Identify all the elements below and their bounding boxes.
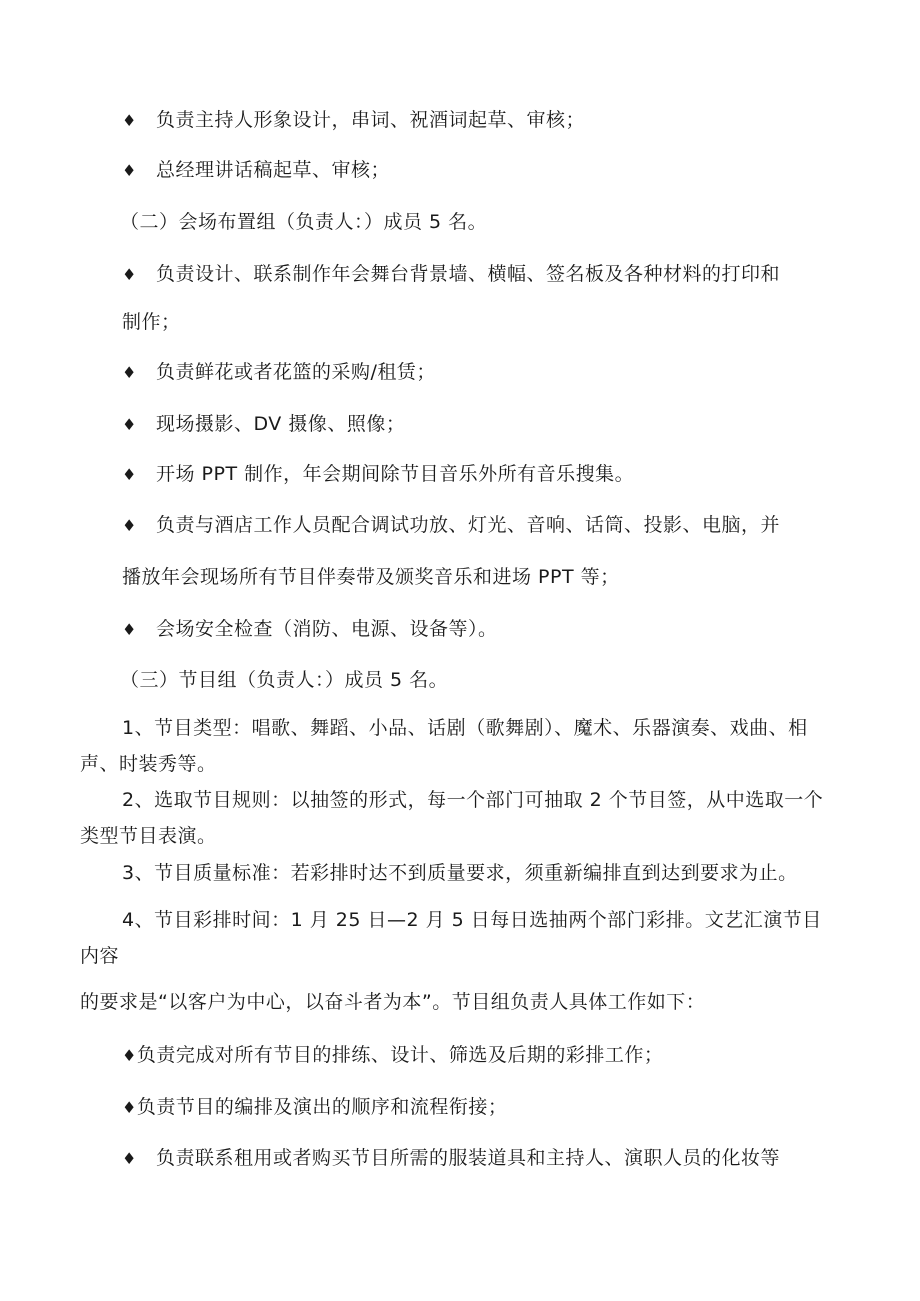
diamond-bullet-icon: ♦ bbox=[122, 161, 137, 180]
bullet-item bbox=[122, 262, 780, 287]
bullet-text: 负责鲜花或者花篮的采购/租赁； bbox=[156, 361, 436, 383]
diamond-bullet-icon: ♦ bbox=[122, 111, 137, 130]
bullet-text: 负责完成对所有节目的排练、设计、筛选及后期的彩排工作； bbox=[136, 1044, 664, 1066]
bullet-item bbox=[122, 1043, 663, 1068]
diamond-bullet-icon: ♦ bbox=[122, 620, 137, 639]
bullet-continuation: 播放年会现场所有节目伴奏带及颁奖音乐和进场 PPT 等； bbox=[122, 566, 620, 588]
diamond-bullet-icon: ♦ bbox=[122, 465, 137, 484]
section-heading: （二）会场布置组（负责人：）成员 5 名。 bbox=[120, 211, 488, 233]
bullet-text: 现场摄影、DV 摄像、照像； bbox=[156, 413, 406, 435]
bullet-item bbox=[122, 412, 405, 437]
diamond-bullet-icon: ♦ bbox=[122, 1098, 137, 1117]
paragraph-line: 1、节目类型：唱歌、舞蹈、小品、话剧（歌舞剧）、魔术、乐器演奏、戏曲、相 bbox=[122, 717, 808, 739]
bullet-item bbox=[122, 617, 498, 642]
diamond-bullet-icon: ♦ bbox=[122, 516, 137, 535]
bullet-item bbox=[122, 462, 634, 487]
diamond-bullet-icon: ♦ bbox=[122, 1046, 137, 1065]
bullet-text: 负责设计、联系制作年会舞台背景墙、横幅、签名板及各种材料的打印和 bbox=[156, 263, 781, 285]
paragraph-line: 3、节目质量标准：若彩排时达不到质量要求，须重新编排直到达到要求为止。 bbox=[122, 862, 798, 884]
section-heading: （三）节目组（负责人：）成员 5 名。 bbox=[120, 669, 449, 691]
bullet-text: 负责联系租用或者购买节目所需的服装道具和主持人、演职人员的化妆等 bbox=[156, 1147, 781, 1169]
bullet-text: 负责节目的编排及演出的顺序和流程衔接； bbox=[136, 1096, 508, 1118]
diamond-bullet-icon: ♦ bbox=[122, 415, 137, 434]
diamond-bullet-icon: ♦ bbox=[122, 1149, 137, 1168]
bullet-text: 负责与酒店工作人员配合调试功放、灯光、音响、话筒、投影、电脑，并 bbox=[156, 514, 781, 536]
paragraph-line: 类型节目表演。 bbox=[80, 825, 217, 847]
bullet-item bbox=[122, 1146, 780, 1171]
diamond-bullet-icon: ♦ bbox=[122, 265, 137, 284]
bullet-item bbox=[122, 1095, 507, 1120]
bullet-text: 开场 PPT 制作，年会期间除节目音乐外所有音乐搜集。 bbox=[156, 463, 635, 485]
paragraph-line: 内容 bbox=[80, 945, 120, 967]
bullet-item bbox=[122, 158, 390, 183]
bullet-item bbox=[122, 360, 436, 385]
diamond-bullet-icon: ♦ bbox=[122, 363, 137, 382]
paragraph-line: 2、选取节目规则：以抽签的形式，每一个部门可抽取 2 个节目签，从中选取一个 bbox=[122, 789, 824, 811]
bullet-text: 会场安全检查（消防、电源、设备等）。 bbox=[156, 618, 498, 640]
bullet-continuation: 制作； bbox=[122, 311, 181, 333]
paragraph-line: 4、节目彩排时间：1 月 25 日—2 月 5 日每日选抽两个部门彩排。文艺汇演节目 bbox=[122, 909, 822, 931]
bullet-text: 负责主持人形象设计，串词、祝酒词起草、审核； bbox=[156, 109, 586, 131]
paragraph-line: 声、时装秀等。 bbox=[80, 753, 217, 775]
bullet-text: 总经理讲话稿起草、审核； bbox=[156, 159, 391, 181]
paragraph-line: 的要求是“以客户为中心，以奋斗者为本”。节目组负责人具体工作如下： bbox=[80, 991, 706, 1013]
bullet-item bbox=[122, 108, 585, 133]
bullet-item bbox=[122, 513, 780, 538]
